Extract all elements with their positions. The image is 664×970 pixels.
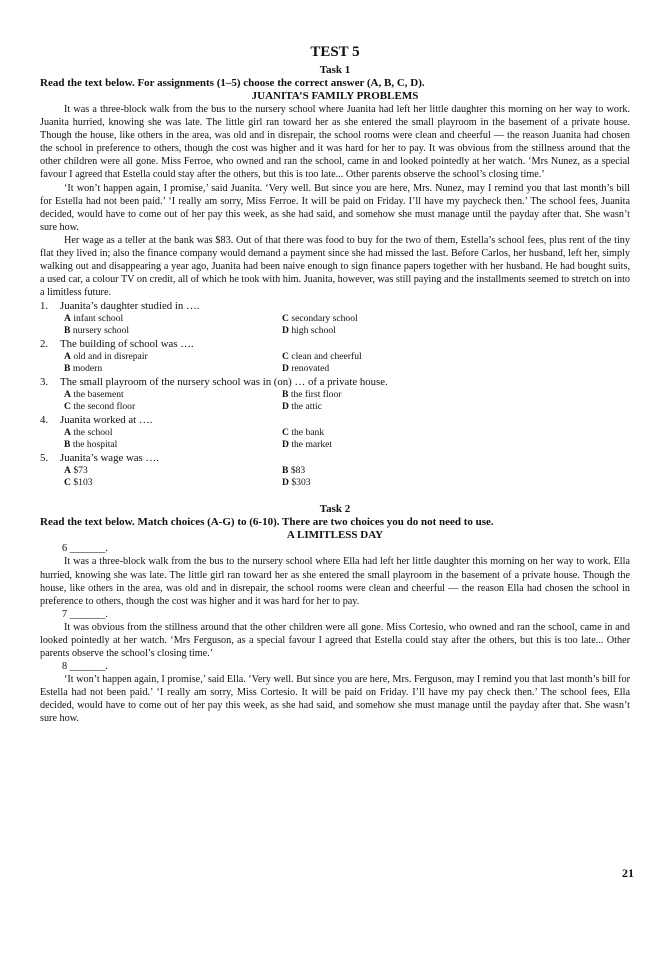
- option-letter: A: [64, 351, 71, 363]
- answer-options: [64, 351, 630, 375]
- question-number: 2.: [40, 338, 49, 351]
- answer-option[interactable]: [64, 313, 282, 325]
- question-number: 5.: [40, 452, 49, 465]
- gap-6[interactable]: 6 _______.: [62, 543, 108, 555]
- option-text: the market: [291, 439, 333, 451]
- page: [40, 44, 630, 725]
- option-text: infant school: [73, 313, 124, 325]
- answer-options: [64, 427, 630, 451]
- answer-option[interactable]: [64, 325, 282, 337]
- option-text: modern: [72, 363, 103, 375]
- question-number: 1.: [40, 300, 49, 313]
- question: [40, 338, 630, 351]
- option-text: clean and cheerful: [291, 351, 362, 363]
- task1-paragraph: It was a three-block walk from the bus to the nursery school where Juanita had left her little daughter this morning on her way to work. Juanita hurried, knowing she was late. The little girl ran toward her as she entered the small playroom in the basement of a private house. Though the house, like others in the area, was old and in disrepair, the school rooms were clean and cheerful — the reason Juanita had chosen the school in preference to others, though the cost was higher and it was hard for her to pay. It was obvious from the stillness around that the other children were all gone. Miss Ferroe, who owned and ran the school, came in and looked pointedly at her watch. ‘Mrs Nunez, as a special favour I agreed that Estella could stay after the others, but this is too late... Other parents observe the school’s closing time.’: [40, 104, 630, 181]
- option-text: secondary school: [291, 313, 358, 325]
- option-letter: B: [282, 389, 289, 401]
- answer-option[interactable]: [282, 477, 502, 489]
- option-letter: B: [64, 363, 71, 375]
- task2-label: Task 2: [319, 503, 351, 516]
- question: [40, 376, 630, 389]
- option-text: the attic: [291, 401, 322, 413]
- option-letter: B: [64, 325, 71, 337]
- task1-label: Task 1: [319, 64, 351, 76]
- option-letter: A: [64, 465, 71, 477]
- option-letter: A: [64, 427, 71, 439]
- option-letter: D: [282, 363, 289, 375]
- answer-options: [64, 313, 630, 337]
- option-letter: C: [282, 427, 289, 439]
- task1-paragraph: ‘It won’t happen again, I promise,’ said Juanita. ‘Very well. But since you are here, Mrs. Nunez, may I remind you that last month’s bill for Estella had not been paid.’ ‘I really am sorry, Miss Ferroe. It will be paid on Friday. I’ll have my paycheck then.’ The school fees, Juanita decided, would have to come out of her pay this week, as she had said, and somehow she must manage until the payday after that. She wasn’t sure how.: [40, 182, 630, 233]
- answer-option[interactable]: [64, 439, 282, 451]
- option-text: nursery school: [72, 325, 130, 337]
- question-text: Juanita’s wage was ….: [60, 452, 159, 465]
- option-text: old and in disrepair: [73, 351, 148, 363]
- question-text: Juanita worked at ….: [60, 414, 153, 427]
- answer-option[interactable]: [64, 351, 282, 363]
- question-text: The building of school was ….: [60, 338, 194, 351]
- task2-section: [40, 608, 630, 660]
- page-number: 21: [622, 866, 634, 880]
- option-letter: A: [64, 389, 71, 401]
- option-text: the first floor: [290, 389, 342, 401]
- question-text: Juanita’s daughter studied in ….: [60, 300, 200, 313]
- option-letter: D: [282, 401, 289, 413]
- answer-option[interactable]: [282, 389, 502, 401]
- task2-paragraph: It was obvious from the stillness around that the other children were all gone. Miss Cortesio, who owned and ran the school, came in and looked pointedly at her watch. ‘Mrs Ferguson, as a special favour I agreed that Estella could stay after the others, but this is too late... Other parents observe the school’s closing time.’: [40, 621, 630, 659]
- option-letter: B: [282, 465, 289, 477]
- task1-instruction: Read the text below. For assignments (1–5) choose the correct answer (A, B, C, D).: [40, 77, 425, 89]
- option-text: the bank: [291, 427, 325, 439]
- answer-option[interactable]: [282, 351, 502, 363]
- answer-option[interactable]: [282, 313, 502, 325]
- answer-options: [64, 389, 630, 413]
- option-letter: B: [64, 439, 71, 451]
- question-number: 3.: [40, 376, 49, 389]
- option-text: $83: [290, 465, 306, 477]
- task2-heading: A LIMITLESS DAY: [286, 529, 384, 542]
- task1-paragraph: Her wage as a teller at the bank was $83. Out of that there was food to buy for the two of them, Estella’s school fees, plus rent of the tiny flat they lived in; also the finance company would demand a payment since she had missed the last. Before Carlos, her husband, left her, simply walking out and disappearing a year ago, Juanita had been naive enough to sign finance papers together with her husband. He had bought suits, a used car, a colour TV on credit, all of which he took with him. Juanita, however, was still paying and the installments seemed to stretch on into a limitless future.: [40, 234, 630, 299]
- task2-instruction: Read the text below. Match choices (A-G) to (6-10). There are two choices you do not need to use.: [40, 516, 494, 529]
- answer-option[interactable]: [282, 439, 502, 451]
- option-text: high school: [291, 325, 336, 337]
- option-letter: C: [282, 313, 289, 325]
- answer-option[interactable]: [64, 427, 282, 439]
- answer-option[interactable]: [282, 427, 502, 439]
- answer-option[interactable]: [64, 363, 282, 375]
- task2-paragraph: It was a three-block walk from the bus to the nursery school where Ella had left her little daughter this morning on her way to work. Ella hurried, knowing she was late. The little girl ran toward her as she entered the small playroom in the basement of a private house. Though the house, like others in the area, was old and in disrepair, the school rooms were clean and cheerful — the reason Ella had chosen the school in preference to others, though the cost was higher and it was hard for her to pay.: [40, 556, 630, 607]
- question: [40, 300, 630, 313]
- option-letter: C: [64, 477, 71, 489]
- option-text: $103: [73, 477, 93, 489]
- option-letter: C: [282, 351, 289, 363]
- task2-paragraph: ‘It won’t happen again, I promise,’ said Ella. ‘Very well. But since you are here, Mrs. Ferguson, may I remind you that last month’s bill for Estella had not been paid.’ ‘I really am sorry, Miss Cortesio. It will be paid on Friday. I’ll have my pay check then.’ The school fees, Ella decided, would have to come out of her pay this week, as she had said, and somehow she must manage until the payday after that. She wasn’t sure how.: [40, 674, 630, 725]
- option-letter: A: [64, 313, 71, 325]
- answer-option[interactable]: [64, 389, 282, 401]
- gap-7[interactable]: 7 _______.: [62, 608, 108, 620]
- option-text: the basement: [73, 389, 124, 401]
- task1-heading: JUANITA’S FAMILY PROBLEMS: [251, 90, 419, 102]
- option-text: the school: [73, 427, 113, 439]
- question-number: 4.: [40, 414, 49, 427]
- answer-option[interactable]: [282, 401, 502, 413]
- option-letter: D: [282, 477, 289, 489]
- gap-8[interactable]: 8 _______.: [62, 661, 108, 673]
- option-text: the hospital: [72, 439, 118, 451]
- option-text: the second floor: [73, 401, 136, 413]
- option-text: $303: [291, 477, 311, 489]
- answer-option[interactable]: [64, 401, 282, 413]
- test-title: TEST 5: [310, 44, 360, 60]
- answer-option[interactable]: [64, 465, 282, 477]
- answer-option[interactable]: [64, 477, 282, 489]
- answer-options: [64, 465, 630, 489]
- answer-option[interactable]: [282, 363, 502, 375]
- question-text: The small playroom of the nursery school was in (on) … of a private house.: [60, 376, 388, 389]
- task2-section: [40, 542, 630, 607]
- question-list: [40, 300, 630, 489]
- question: [40, 452, 630, 465]
- answer-option[interactable]: [282, 325, 502, 337]
- question: [40, 414, 630, 427]
- option-text: renovated: [291, 363, 330, 375]
- option-letter: C: [64, 401, 71, 413]
- option-text: $73: [73, 465, 88, 477]
- option-letter: D: [282, 439, 289, 451]
- answer-option[interactable]: [282, 465, 502, 477]
- option-letter: D: [282, 325, 289, 337]
- task2-section: [40, 660, 630, 725]
